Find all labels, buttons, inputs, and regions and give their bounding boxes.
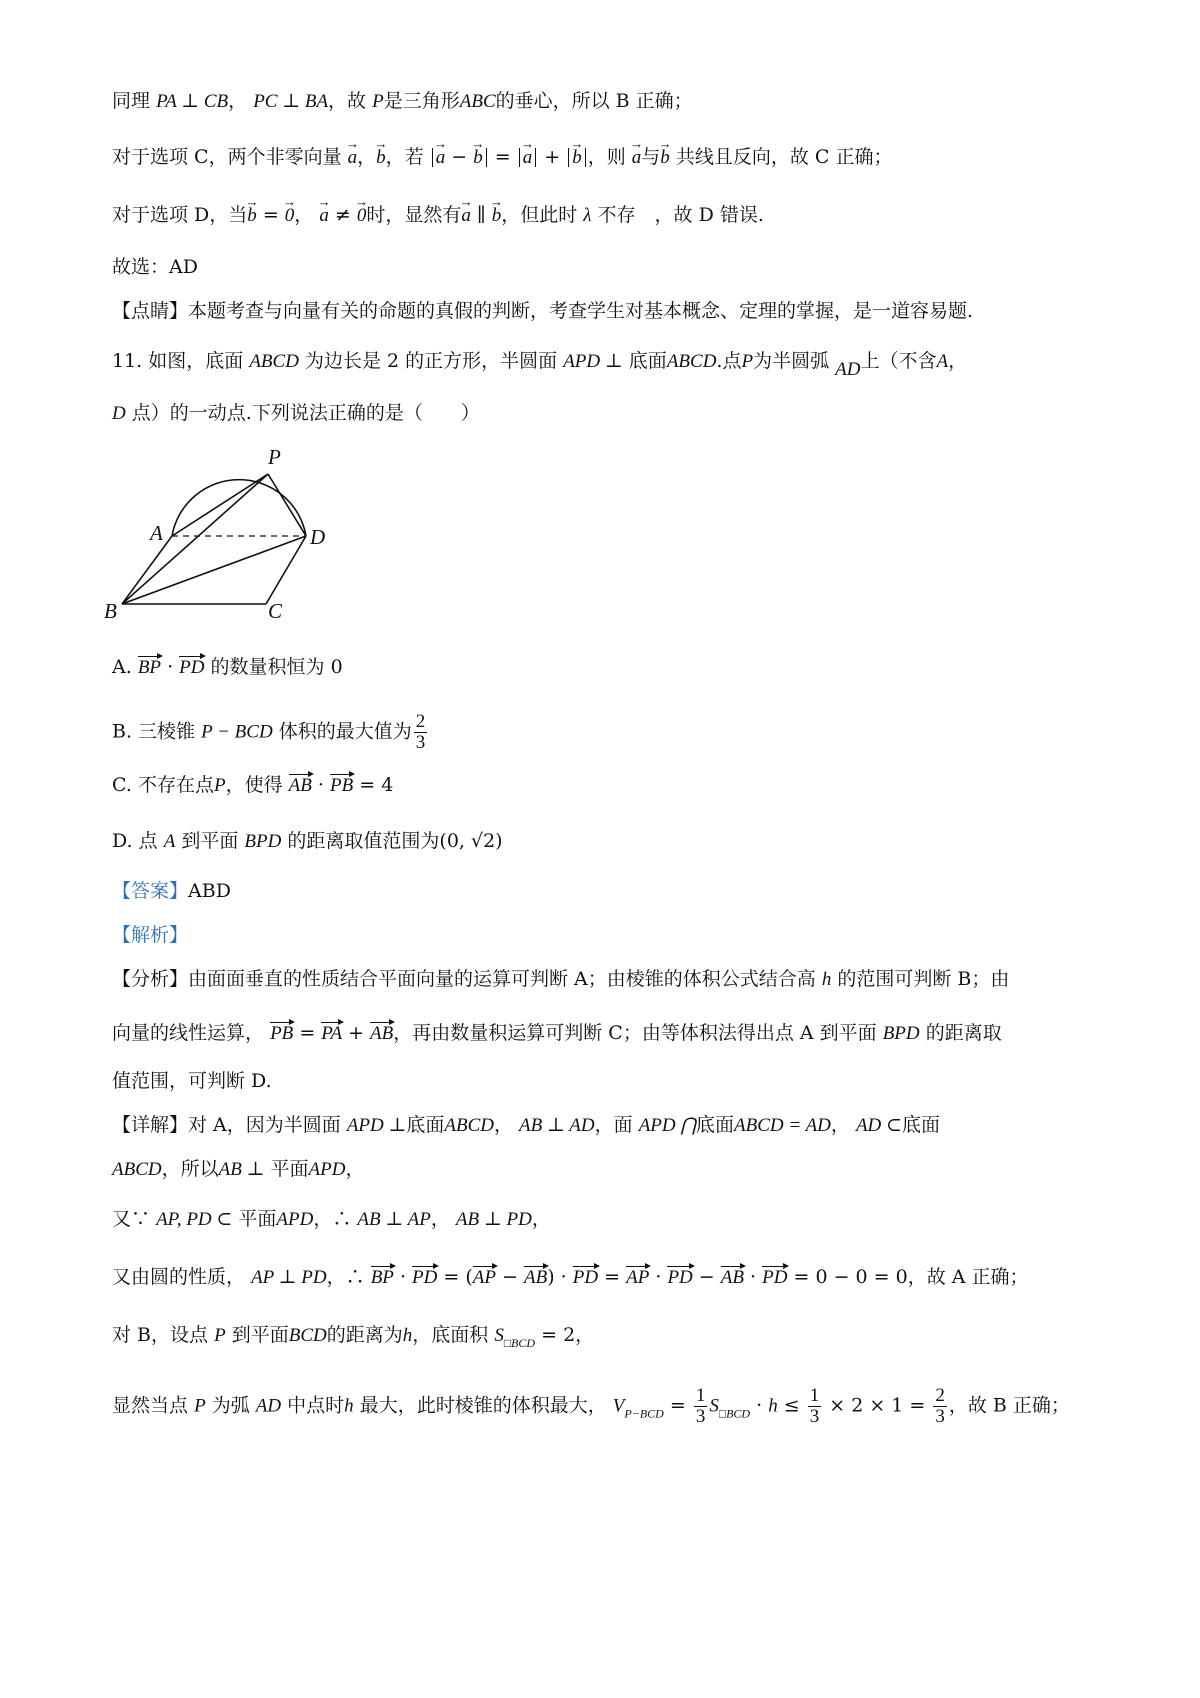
answer-label: 【答案】 (112, 880, 189, 902)
text: .点 (716, 350, 742, 372)
math: APD ⋂ (638, 1115, 696, 1136)
math: P (214, 1325, 226, 1346)
text: 11. 如图，底面 (112, 350, 244, 372)
geometry-figure (100, 440, 360, 630)
text: 共线且反向，故 C 正确； (675, 146, 893, 168)
fraction: $\frac{2}{3}$ (415, 711, 426, 753)
math: D (112, 403, 126, 424)
text: 不存 ，故 D 错误. (597, 204, 764, 226)
option-d (112, 832, 503, 851)
edge-PD (268, 474, 306, 536)
text: 的距离取 (925, 1022, 1002, 1044)
edge-BD (122, 536, 306, 604)
text: ，再由数量积运算可判断 C；由等体积法得出点 A 到平面 (393, 1022, 877, 1044)
text: ，面 (594, 1114, 633, 1136)
text: ，所以 (161, 1158, 219, 1180)
option-b (112, 712, 429, 753)
math: ABCD (444, 1115, 494, 1136)
text-line: 向量的线性运算， PB = PA + AB，再由数量积运算可判断 C；由等体积法得出点 A 到平面 BPD 的距离取 (112, 1022, 1002, 1044)
math: APD (308, 1159, 346, 1180)
analysis-heading (112, 926, 188, 945)
text: 对于选项 D，当 (112, 204, 248, 226)
fraction: $\frac{1}{3}$ (809, 1385, 820, 1427)
answer-value: ABD (188, 880, 231, 902)
text: ， (575, 1324, 595, 1346)
math: h (821, 969, 832, 990)
option-c: C. 不存在点P，使得 AB · PB = 4 (112, 774, 394, 796)
text: ， (948, 350, 968, 372)
math: P (194, 1395, 206, 1417)
math: AP ⊥ PD (251, 1267, 327, 1288)
text: 的垂心，所以 B 正确； (495, 90, 693, 112)
text-line (112, 1160, 364, 1179)
text: 向量的线性运算， (112, 1022, 265, 1044)
text: 同理 (112, 90, 151, 112)
text: 为弧 (211, 1394, 250, 1417)
math: S (494, 1325, 504, 1346)
text: ，故 A 正确； (907, 1266, 1029, 1288)
text: ，使得 (225, 774, 283, 796)
text-line (112, 970, 1009, 989)
math: AD ⊂ (855, 1115, 902, 1136)
text: 【详解】对 A，因为半圆面 (112, 1114, 341, 1136)
math: AB ⊥ AP (357, 1209, 431, 1230)
text: 底面 (406, 1114, 445, 1136)
text: 的距离取值范围为 (287, 830, 440, 852)
math: P (741, 351, 754, 372)
label-A: A (150, 521, 163, 545)
math: ABCD (666, 351, 717, 372)
math: λ (583, 205, 592, 226)
text: 到平面 (181, 830, 239, 852)
text: 与 (641, 146, 661, 168)
math: ABCD = AD (733, 1115, 831, 1136)
text: 又∵ (112, 1208, 151, 1230)
answer (112, 882, 231, 901)
text-line (112, 1326, 594, 1349)
subscript: P−BCD (624, 1406, 664, 1421)
text-line: 对于选项 D，当→ b = → 0， → a ≠ → 0时，显然有→ a ∥ → b，但此时 λ 不存 ，故 D 错误. (112, 206, 764, 225)
zero-vector: → 0 (357, 206, 367, 225)
edge-AB (122, 536, 172, 604)
text-line: 【详解】对 A，因为半圆面 APD ⊥底面ABCD， AB ⊥ AD，面 APD ⋂底面ABCD = AD， AD ⊂底面 (112, 1114, 940, 1136)
text: ，则 (587, 146, 626, 168)
semicircle-arc (172, 480, 306, 536)
text: 值范围，可判断 D. (112, 1070, 272, 1092)
math: P (213, 775, 226, 796)
text-line (112, 302, 973, 321)
text: D. 点 (112, 830, 158, 852)
text-line (112, 1072, 272, 1091)
option-a: A. BP · PD 的数量积恒为 0 (112, 656, 343, 678)
math: h (344, 1395, 354, 1417)
text: 时，显然有 (366, 204, 462, 226)
text: 到平面 (231, 1324, 289, 1346)
math: P − BCD (201, 721, 273, 743)
math: AB ⊥ AD (519, 1115, 595, 1136)
question-11-line (112, 404, 480, 423)
fraction: $\frac{2}{3}$ (935, 1385, 945, 1427)
text: B. 三棱锥 (112, 720, 196, 743)
text: 是三角形 (383, 90, 460, 112)
subscript: □BCD (718, 1406, 751, 1421)
math: P (372, 91, 384, 112)
text-line (112, 1210, 551, 1229)
text: 又由圆的性质， (112, 1266, 246, 1288)
text-line: 同理 PA ⊥ CB， PC ⊥ BA，故 P是三角形ABC的垂心，所以 B 正确； (112, 90, 693, 112)
math: AD (835, 359, 861, 380)
math: BPD (882, 1023, 920, 1044)
text: ， (531, 1208, 551, 1230)
text: 的范围可判断 B；由 (837, 968, 1010, 990)
text: 最大，此时棱锥的体积最大， (359, 1394, 607, 1417)
text: 的数量积恒为 0 (210, 656, 343, 678)
subscript: □BCD (503, 1336, 536, 1350)
text: 点）的一动点.下列说法正确的是（ ） (131, 402, 480, 424)
text: C. 不存在点 (112, 774, 214, 796)
math: S (709, 1395, 719, 1417)
label-D: D (310, 525, 326, 549)
text: 平面 (238, 1208, 277, 1230)
edge-PB (122, 474, 268, 604)
text: 中点时 (287, 1394, 345, 1417)
text: ，∴ (313, 1208, 352, 1230)
text: 为边长是 2 的正方形，半圆面 (304, 350, 558, 372)
edge-CD (266, 536, 306, 604)
text: 对于选项 C，两个非零向量 (112, 146, 342, 168)
text-line (112, 258, 198, 277)
label-C: C (268, 599, 283, 623)
text: 底面 (628, 350, 667, 372)
math: ABCD (112, 1159, 162, 1180)
math: APD ⊥ (346, 1115, 407, 1136)
math: BPD (244, 831, 282, 852)
fraction: $\frac{1}{3}$ (695, 1385, 706, 1427)
math: APD (276, 1209, 314, 1230)
math: PC ⊥ BA (253, 91, 329, 112)
math: BCD (288, 1325, 327, 1346)
text: 平面 (270, 1158, 309, 1180)
text: 【分析】由面面垂直的性质结合平面向量的运算可判断 A；由棱锥的体积公式结合高 (112, 968, 816, 990)
text: 的距离为 (326, 1324, 403, 1346)
text: ， (345, 1158, 365, 1180)
math: V (612, 1395, 625, 1417)
text: ，但此时 (501, 204, 578, 226)
text-line: 显然当点 P 为弧 AD 中点时h 最大，此时棱锥的体积最大， $V_{P-BCD}$ = $\frac{1}{3}$ $S_{□BCD} \cdot h$ ≤ $\frac{1}{3}$ × 2 × 1 = $\frac{2}{3}$ ，故 B 正确； (112, 1385, 1070, 1427)
text-line: 又由圆的性质， AP ⊥ PD，∴ BP · PD = (AP − AB) · PD = AP · PD − AB · PD = 0 − 0 = 0，故 A 正确； (112, 1266, 1029, 1288)
text: ，∴ (326, 1266, 365, 1288)
math: APD ⊥ (563, 351, 623, 372)
text: = 4 (359, 774, 394, 796)
text: ，若 (385, 146, 424, 168)
text: ，底面积 (412, 1324, 489, 1346)
question-11-line (112, 350, 968, 380)
text: A. (112, 656, 132, 678)
text: 底面 (901, 1114, 940, 1136)
text: 底面 (695, 1114, 734, 1136)
math: = 2 (541, 1324, 576, 1346)
text: 【点睛】本题考查与向量有关的命题的真假的判断，考查学生对基本概念、定理的掌握，是一道容易题. (112, 300, 974, 322)
label-B: B (104, 599, 117, 623)
math: A (163, 831, 176, 852)
text: 为半圆弧 (753, 350, 830, 372)
text: 故选：AD (112, 256, 198, 278)
text: 上（不含 (860, 350, 937, 372)
text: 体积的最大值为 (278, 720, 412, 743)
text: ，故 (328, 90, 367, 112)
math: AB ⊥ (218, 1159, 265, 1180)
math: (0, √2) (439, 830, 503, 852)
math: ABCD (249, 351, 299, 372)
jiexi-label: 【解析】 (112, 924, 189, 946)
math: ABC (459, 91, 496, 112)
label-P: P (268, 445, 281, 469)
zero-vector: → 0 (285, 206, 295, 225)
math: h (402, 1325, 413, 1346)
math: AP, PD ⊂ (156, 1209, 233, 1230)
text-line: 对于选项 C，两个非零向量 → a，→ b，若 → a − → b = → a + → b ，则 → a与→ b 共线且反向，故 C 正确； (112, 148, 892, 167)
text: ，故 B 正确； (948, 1394, 1070, 1417)
math: PA ⊥ CB (156, 91, 229, 112)
text: ， (430, 1208, 450, 1230)
math: AB ⊥ PD (455, 1209, 532, 1230)
text: 对 B，设点 (112, 1324, 209, 1346)
text: 显然当点 (112, 1394, 189, 1417)
math: A (936, 351, 949, 372)
math: = 0 − 0 = 0 (793, 1266, 908, 1288)
math: AD (255, 1395, 282, 1417)
